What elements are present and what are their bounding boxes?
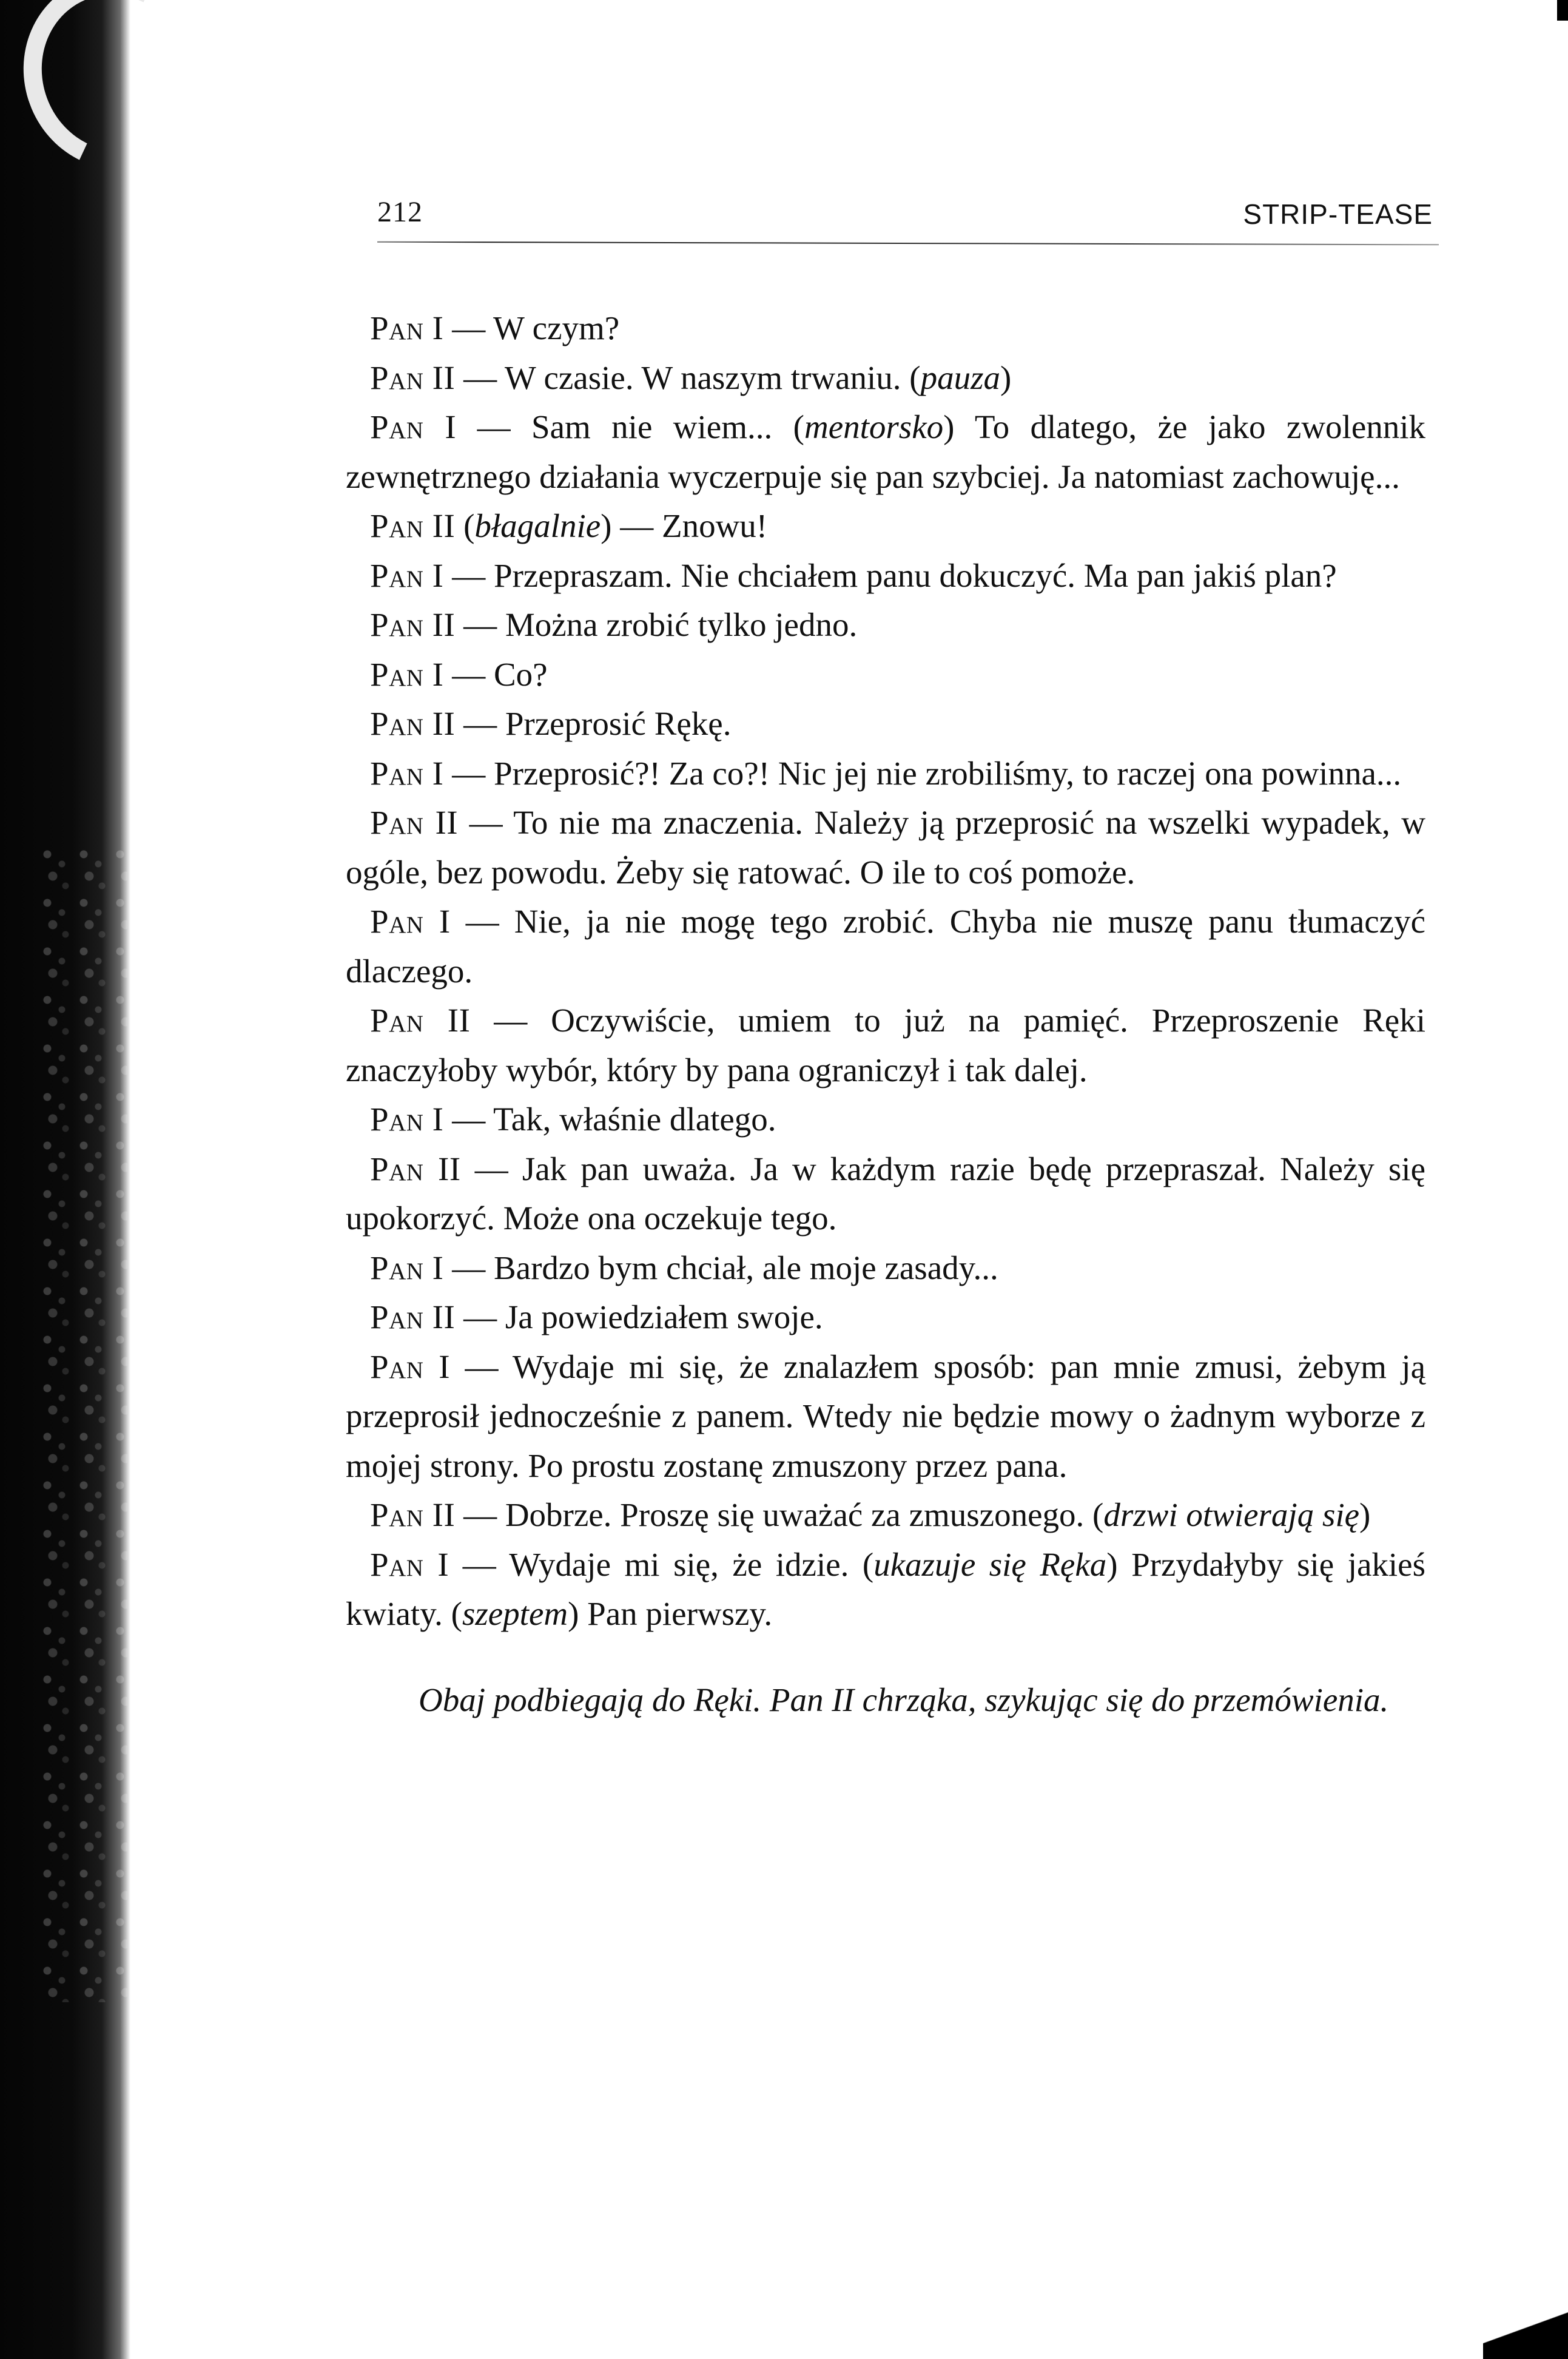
speaker-name: Pan I <box>370 408 457 445</box>
running-title: STRIP-TEASE <box>1243 198 1433 230</box>
speech-text: ) <box>1000 359 1012 396</box>
speaker-name: Pan I <box>370 1348 451 1385</box>
speech-text: ) To dlatego, że jako zwolennik zewnętrznego działania wyczerpuje się pan szybciej. Ja natomiast zachowuję... <box>346 408 1426 495</box>
speech-text: — Dobrze. Proszę się uważać za zmuszonego. ( <box>455 1496 1104 1533</box>
speech-text: — W czasie. W naszym trwaniu. ( <box>455 359 921 396</box>
dialogue-line <box>346 650 1425 700</box>
speaker-name: Pan I <box>370 655 444 693</box>
speaker-name: Pan II <box>370 804 459 841</box>
stage-note: ukazuje się Ręka <box>873 1545 1107 1583</box>
speaker-name: Pan I <box>370 754 444 792</box>
dialogue-line <box>346 897 1425 996</box>
speaker-name: Pan II <box>370 606 456 643</box>
speech-text: — Można zrobić tylko jedno. <box>455 606 858 643</box>
stage-note: mentorsko <box>804 408 944 445</box>
speech-text: — Wydaje mi się, że idzie. ( <box>449 1545 874 1583</box>
speech-text: — Przepraszam. Nie chciałem panu dokuczyć. Ma pan jakiś plan? <box>443 556 1337 594</box>
scan-corner-top-right <box>1557 0 1568 21</box>
speaker-name: Pan II <box>370 507 456 544</box>
speech-text: ) Przydałyby się jakieś kwiaty. ( <box>346 1545 1425 1632</box>
page-header <box>377 195 1433 232</box>
speaker-name: Pan I <box>370 903 451 940</box>
speech-text: ( <box>455 507 475 544</box>
speech-text: — Wydaje mi się, że znalazłem sposób: pan mnie zmusi, żebym ją przeprosił jednocześnie z panem. Wtedy nie będzie mowy o żadnym wyborze z mojej strony. Po prostu zostanę zmuszony przez pana. <box>346 1348 1426 1484</box>
speech-text: — To nie ma znaczenia. Należy ją przeprosić na wszelki wypadek, w ogóle, bez powodu. Żeby się ratować. O ile to coś pomoże. <box>346 804 1425 891</box>
stage-note: szeptem <box>462 1595 568 1632</box>
scan-corner-bottom-right <box>1483 2304 1568 2359</box>
speaker-name: Pan I <box>370 309 444 346</box>
dialogue-line <box>346 1243 1425 1293</box>
speaker-name: Pan II <box>370 1002 471 1039</box>
speaker-name: Pan II <box>370 1298 456 1335</box>
speaker-name: Pan I <box>370 1545 449 1583</box>
dialogue-line <box>346 1144 1425 1243</box>
speech-text: ) <box>1359 1496 1371 1533</box>
dialogue-line <box>346 303 1425 353</box>
stage-note: błagalnie <box>474 507 601 544</box>
dialogue-line <box>346 798 1425 897</box>
stage-direction: Obaj podbiegają do Ręki. Pan II chrząka, szykując się do przemówienia. <box>419 1681 1389 1718</box>
speech-text: — Sam nie wiem... ( <box>456 408 804 445</box>
speech-text: — Nie, ja nie mogę tego zrobić. Chyba nie muszę panu tłumaczyć dlaczego. <box>346 903 1425 990</box>
speech-text: — W czym? <box>443 309 620 346</box>
speech-text: ) — Znowu! <box>601 507 768 544</box>
dialogue-line <box>346 1292 1425 1342</box>
dialogue-line <box>346 501 1425 551</box>
scan-gutter-noise <box>36 849 127 2002</box>
dialogue-body <box>346 303 1425 1724</box>
dialogue-line <box>346 1540 1425 1639</box>
dialogue-line <box>346 749 1425 798</box>
speech-text: — Przeprosić Rękę. <box>455 705 732 742</box>
speech-text: — Ja powiedziałem swoje. <box>455 1298 823 1335</box>
stage-note: pauza <box>920 359 1000 396</box>
dialogue-line <box>346 402 1425 501</box>
dialogue-line <box>346 699 1425 749</box>
speech-text: — Bardzo bym chciał, ale moje zasady... <box>443 1249 998 1286</box>
speaker-name: Pan II <box>370 1150 461 1187</box>
dialogue-line <box>346 1490 1425 1540</box>
dialogue-line <box>346 1342 1425 1491</box>
dialogue-line <box>346 1095 1425 1144</box>
dialogue-line <box>346 551 1425 601</box>
header-rule <box>377 241 1439 246</box>
speech-text: — Jak pan uważa. Ja w każdym razie będę przepraszał. Należy się upokorzyć. Może ona oczekuje tego. <box>346 1150 1425 1237</box>
speaker-name: Pan I <box>370 1101 444 1138</box>
speaker-name: Pan II <box>370 1496 456 1533</box>
speech-text: — Tak, właśnie dlatego. <box>443 1101 776 1138</box>
speaker-name: Pan II <box>370 359 456 396</box>
speech-text: — Oczywiście, umiem to już na pamięć. Przeproszenie Ręki znaczyłoby wybór, który by pana ograniczył i tak dalej. <box>346 1002 1425 1088</box>
dialogue-line <box>346 996 1425 1095</box>
speech-text: — Przeprosić?! Za co?! Nic jej nie zrobiliśmy, to raczej ona powinna... <box>443 754 1402 792</box>
speaker-name: Pan II <box>370 705 456 742</box>
dialogue-line <box>346 353 1425 403</box>
speech-text: — Co? <box>443 655 548 693</box>
stage-note: drzwi otwierają się <box>1103 1496 1360 1533</box>
dialogue-list <box>346 303 1425 1639</box>
page-number: 212 <box>377 196 423 228</box>
speaker-name: Pan I <box>370 1249 444 1286</box>
speaker-name: Pan I <box>370 556 444 594</box>
speech-text: ) Pan pierwszy. <box>568 1595 773 1632</box>
dialogue-line <box>346 600 1425 650</box>
